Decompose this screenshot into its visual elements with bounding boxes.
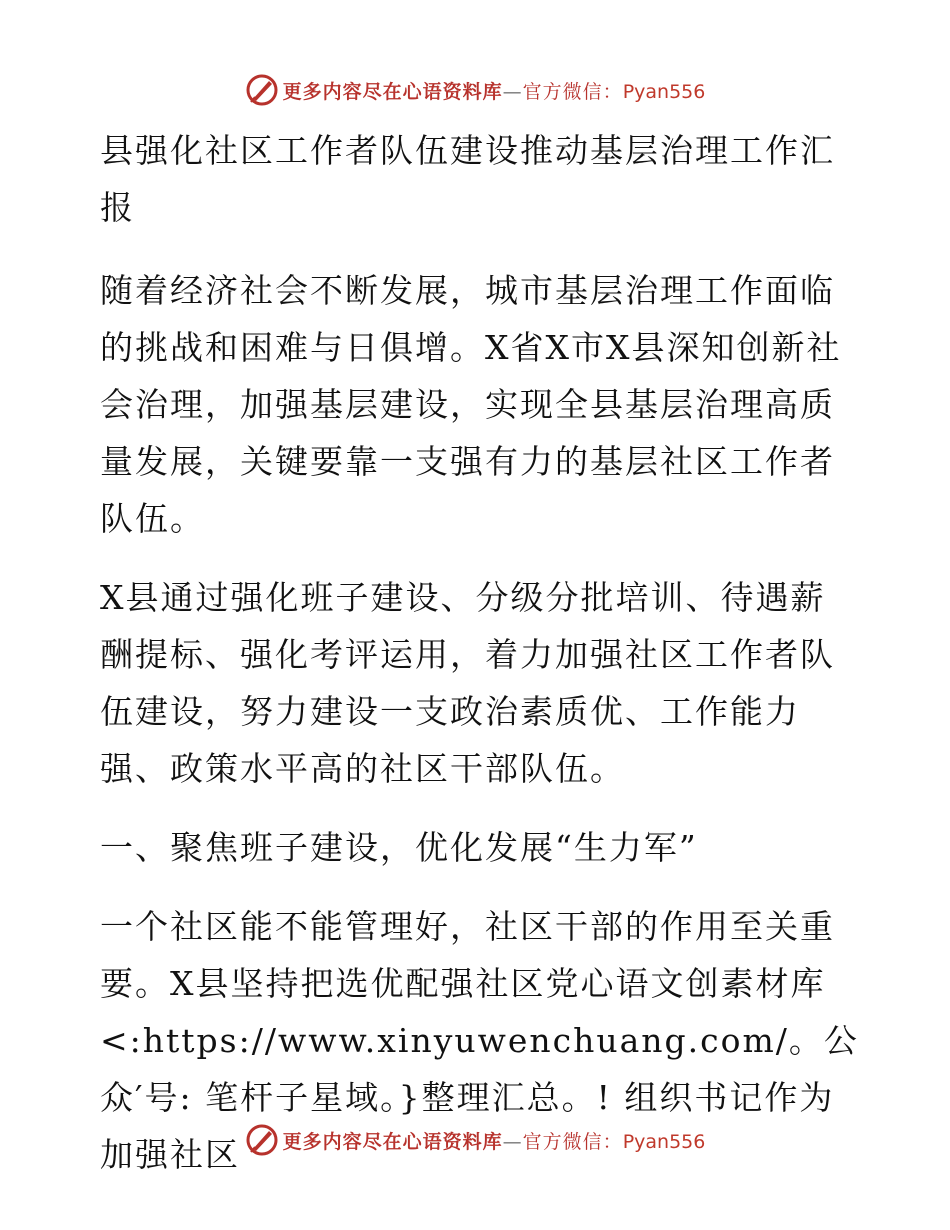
paragraph-intro: 随着经济社会不断发展，城市基层治理工作面临的挑战和困难与日俱增。X省X市X县深知创新社会治理，加强基层建设，实现全县基层治理高质量发展，关键要靠一支强有力的基层社区工作者队伍。 [100,271,842,538]
watermark-banner-bottom [0,1120,950,1160]
document-title: 县强化社区工作者队伍建设推动基层治理工作汇报 [100,131,835,227]
document-body [100,122,860,1205]
quill-logo-icon [245,73,279,107]
section-heading-1: 一、聚焦班子建设，优化发展“生力军” [100,828,698,867]
quill-logo-icon [245,1123,279,1157]
watermark-text: 更多内容尽在心语资料库—官方微信：Pyan556 [282,1130,706,1153]
watermark-banner-top [0,70,950,110]
paragraph-section-1: 一个社区能不能管理好，社区干部的作用至关重要。X县坚持把选优配强社区党心语文创素材库<:https://www.xinyuwenchuang.com/。公众′号: 笔杆子星域。}整理汇总。! 组织书记作为加强社区 [100,907,859,1174]
watermark-text: 更多内容尽在心语资料库—官方微信：Pyan556 [282,80,706,103]
paragraph-summary: X县通过强化班子建设、分级分批培训、待遇薪酬提标、强化考评运用，着力加强社区工作者队伍建设，努力建设一支政治素质优、工作能力强、政策水平高的社区干部队伍。 [100,578,835,788]
